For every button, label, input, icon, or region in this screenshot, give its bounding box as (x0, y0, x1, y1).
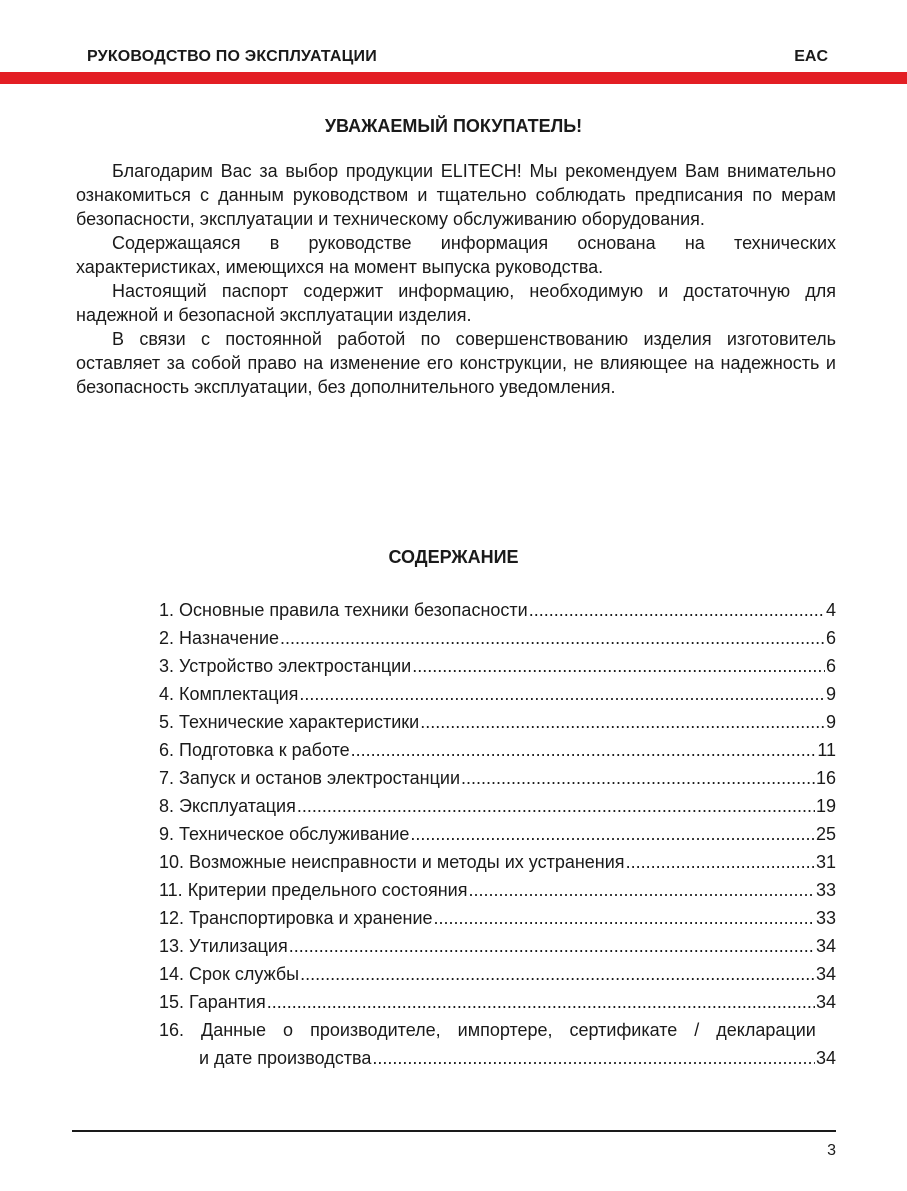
toc-item-label: 11. Критерии предельного состояния (159, 880, 468, 900)
page-number: 3 (827, 1142, 836, 1159)
greeting-title: УВАЖАЕМЫЙ ПОКУПАТЕЛЬ! (324, 116, 583, 136)
toc-item-page: 33 (815, 880, 836, 900)
toc-item-label: 8. Эксплуатация (159, 796, 296, 816)
toc-item-page: 33 (815, 908, 836, 928)
intro-text (76, 159, 836, 399)
toc-item-label: 7. Запуск и останов электростанции (159, 768, 461, 788)
toc-item-label: 1. Основные правила техники безопасности (159, 600, 528, 620)
toc-item-label: 12. Транспортировка и хранение (159, 908, 433, 928)
toc-item-label: 6. Подготовка к работе (159, 740, 350, 760)
toc-item-label: 14. Срок службы (159, 964, 300, 984)
toc-leader-dots (299, 680, 825, 708)
toc-item[interactable] (159, 708, 836, 736)
eac-mark: EAC (794, 48, 828, 65)
toc-leader-dots (434, 904, 815, 932)
toc-item-label: 13. Утилизация (159, 936, 288, 956)
toc-leader-dots (351, 736, 817, 764)
intro-paragraph: Содержащаяся в руководстве информация основана на технических характеристиках, имеющихся на момент выпуска руководства. (76, 233, 836, 277)
toc-item-page: 34 (815, 1048, 836, 1068)
toc-item[interactable] (159, 596, 836, 624)
toc-leader-dots (267, 988, 815, 1016)
footer-divider (72, 1130, 836, 1132)
toc-item-page: 25 (815, 824, 836, 844)
toc-item-label: и дате производства (199, 1048, 372, 1068)
toc-item-page: 16 (815, 768, 836, 788)
toc-item[interactable] (159, 680, 836, 708)
toc-item-page: 34 (815, 936, 836, 956)
toc-leader-dots (410, 820, 815, 848)
toc-title: СОДЕРЖАНИЕ (388, 547, 519, 567)
toc-item-page: 31 (815, 852, 836, 872)
toc-item[interactable] (159, 932, 836, 960)
toc-item-page: 9 (825, 684, 836, 704)
toc-item-multiline[interactable] (159, 1016, 836, 1044)
toc-item-label: 9. Техническое обслуживание (159, 824, 410, 844)
toc-leader-dots (468, 876, 814, 904)
intro-paragraph: Благодарим Вас за выбор продукции ELITECH! Мы рекомендуем Вам внимательно ознакомиться с данным руководством и тщательно соблюдать предписания по мерам безопасности, эксплуатации и техническому обслуживанию оборудования. (76, 161, 836, 229)
toc-item-continuation[interactable] (159, 1044, 836, 1072)
toc-item-label: 10. Возможные неисправности и методы их устранения (159, 852, 625, 872)
header-red-bar (0, 72, 907, 84)
toc-item-label: 16. Данные о производителе, импортере, сертификате / декларации (159, 1020, 816, 1040)
toc-item[interactable] (159, 764, 836, 792)
toc-item-label: 2. Назначение (159, 628, 280, 648)
toc-leader-dots (289, 932, 815, 960)
toc-item[interactable] (159, 876, 836, 904)
toc-item-page: 34 (815, 992, 836, 1012)
toc-item-page: 34 (815, 964, 836, 984)
toc-item[interactable] (159, 652, 836, 680)
intro-paragraph: Настоящий паспорт содержит информацию, необходимую и достаточную для надежной и безопасной эксплуатации изделия. (76, 281, 836, 325)
table-of-contents (159, 596, 836, 1072)
toc-item[interactable] (159, 624, 836, 652)
toc-item-label: 3. Устройство электростанции (159, 656, 412, 676)
toc-item-label: 15. Гарантия (159, 992, 266, 1012)
toc-item-page: 4 (825, 600, 836, 620)
toc-leader-dots (529, 596, 825, 624)
toc-item-label: 4. Комплектация (159, 684, 299, 704)
toc-item[interactable] (159, 792, 836, 820)
toc-leader-dots (420, 708, 825, 736)
toc-leader-dots (626, 848, 815, 876)
toc-leader-dots (461, 764, 815, 792)
toc-item-page: 6 (825, 656, 836, 676)
toc-item[interactable] (159, 904, 836, 932)
toc-item[interactable] (159, 820, 836, 848)
toc-leader-dots (297, 792, 815, 820)
toc-leader-dots (300, 960, 815, 988)
toc-item-page: 9 (825, 712, 836, 732)
manual-title: РУКОВОДСТВО ПО ЭКСПЛУАТАЦИИ (87, 48, 377, 65)
toc-item[interactable] (159, 960, 836, 988)
toc-item-label: 5. Технические характеристики (159, 712, 420, 732)
toc-item[interactable] (159, 988, 836, 1016)
toc-leader-dots (412, 652, 825, 680)
toc-item[interactable] (159, 736, 836, 764)
intro-paragraph: В связи с постоянной работой по совершенствованию изделия изготовитель оставляет за собой право на изменение его конструкции, не влияющее на надежность и безопасность эксплуатации, без дополнительного уведомления. (76, 329, 836, 397)
toc-item-page: 6 (825, 628, 836, 648)
toc-leader-dots (372, 1044, 815, 1072)
toc-item[interactable] (159, 848, 836, 876)
toc-leader-dots (280, 624, 825, 652)
toc-item-page: 11 (817, 740, 836, 760)
page-header (0, 48, 907, 72)
toc-item-page: 19 (815, 796, 836, 816)
